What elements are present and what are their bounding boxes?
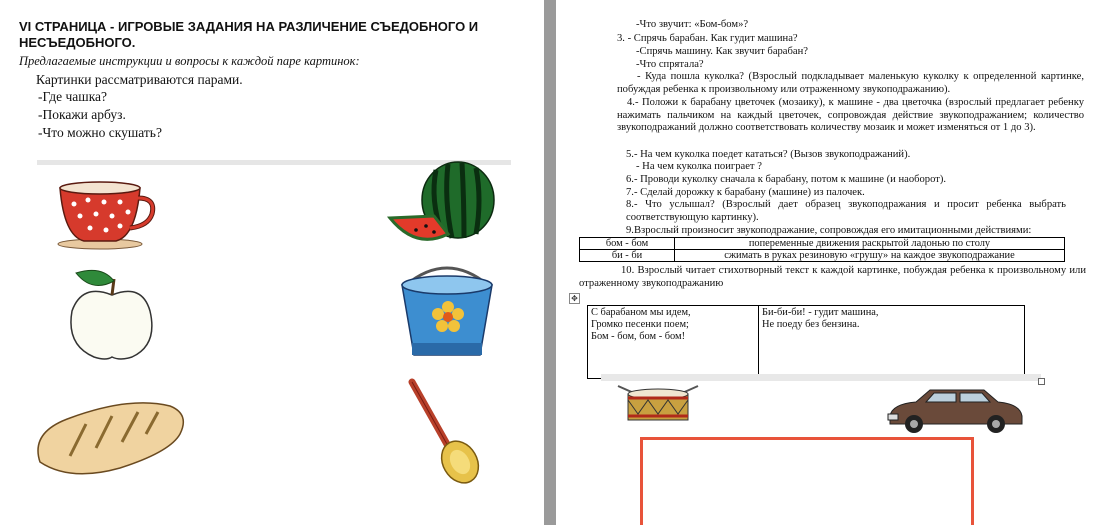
text-line: 3. - Спрячь барабан. Как гудит машина?: [617, 33, 798, 44]
sound-table: [579, 237, 1065, 262]
left-page: [0, 0, 544, 525]
text-line: 6.- Проводи куколку сначала к барабану, потом к машине (и наоборот).: [626, 174, 947, 185]
text-line: -Что звучит: «Бом-бом»?: [636, 19, 749, 30]
watermelon-icon: [386, 160, 506, 252]
spoon-icon: [404, 376, 484, 488]
right-page: [556, 0, 1101, 525]
table-cell: сжимать в руках резиновую «грушу» на каждое звукоподражание: [675, 250, 1065, 262]
poem-line: Би-би-би! - гудит машина,: [762, 307, 879, 318]
table-row: [588, 306, 1025, 379]
text-line: - На чем куколка поиграет ?: [636, 161, 762, 172]
poem-line: С барабаном мы идем,: [591, 307, 691, 318]
instruction-line: -Где чашка?: [38, 89, 108, 104]
page-gap: [544, 0, 556, 525]
table-row: [580, 238, 1065, 250]
text-line: -Что спрятала?: [636, 59, 704, 70]
instruction-line: -Покажи арбуз.: [38, 107, 126, 122]
table-row: [580, 250, 1065, 262]
poem-cell-left: [588, 306, 759, 379]
cup-icon: [50, 178, 160, 250]
bucket-icon: [392, 255, 502, 365]
poem-line: Бом - бом, бом - бом!: [591, 331, 686, 342]
table-cell: би - би: [580, 250, 675, 262]
resize-handle[interactable]: [1038, 378, 1045, 385]
table-cell: попеременные движения раскрытой ладонью по столу: [675, 238, 1065, 250]
table-move-handle[interactable]: ✥: [569, 293, 580, 304]
poem-table: [587, 305, 1025, 379]
page-subheading: Предлагаемые инструкции и вопросы к каждой паре картинок:: [19, 54, 360, 68]
text-line: 7.- Сделай дорожку к барабану (машине) из палочек.: [626, 187, 865, 198]
text-paragraph: - Куда пошла куколка? (Взрослый подкладывает маленькую куколку к определенной картинке, побуждая ребенка к произвольному или отраженному звукоподражанию).: [617, 71, 1084, 95]
poem-line: Не поеду без бензина.: [762, 319, 860, 330]
picture-frame: [640, 437, 974, 525]
bread-icon: [30, 392, 190, 482]
drum-icon: [616, 380, 700, 428]
text-paragraph: 8.- Что услышал? (Взрослый дает образец звукоподражания и просит ребенка выбрать соответствующую картинку).: [626, 199, 1066, 223]
text-paragraph: 10. Взрослый читает стихотворный текст к каждой картинке, побуждая ребенка к произвольному или отраженному звукоподражанию: [579, 265, 1086, 289]
apple-icon: [62, 265, 162, 363]
page-heading: VI СТРАНИЦА - ИГРОВЫЕ ЗАДАНИЯ НА РАЗЛИЧЕНИЕ СЪЕДОБНОГО И НЕСЪЕДОБНОГО.: [19, 19, 479, 50]
table-cell: бом - бом: [580, 238, 675, 250]
instruction-line: Картинки рассматриваются парами.: [36, 72, 243, 87]
car-icon: [886, 386, 1026, 436]
text-line: 9.Взрослый произносит звукоподражание, сопровождая его имитационными действиями:: [626, 225, 1032, 236]
poem-line: Громко песенки поем;: [591, 319, 689, 330]
text-paragraph: 4.- Положи к барабану цветочек (мозаику), к машине - два цветочка (взрослый предлагает ребенку нажимать пальчиком на каждый цветочек, сопровождая действие звукоподражанием; количество звукоподражаний должно соответствовать количеству мозаик и может изменяться от 1 до 3).: [617, 97, 1084, 134]
poem-cell-right: [759, 306, 1025, 379]
instruction-line: -Что можно скушать?: [38, 125, 162, 140]
text-line: 5.- На чем куколка поедет кататься? (Вызов звукоподражаний).: [626, 149, 911, 160]
text-line: -Спрячь машину. Как звучит барабан?: [636, 46, 808, 57]
